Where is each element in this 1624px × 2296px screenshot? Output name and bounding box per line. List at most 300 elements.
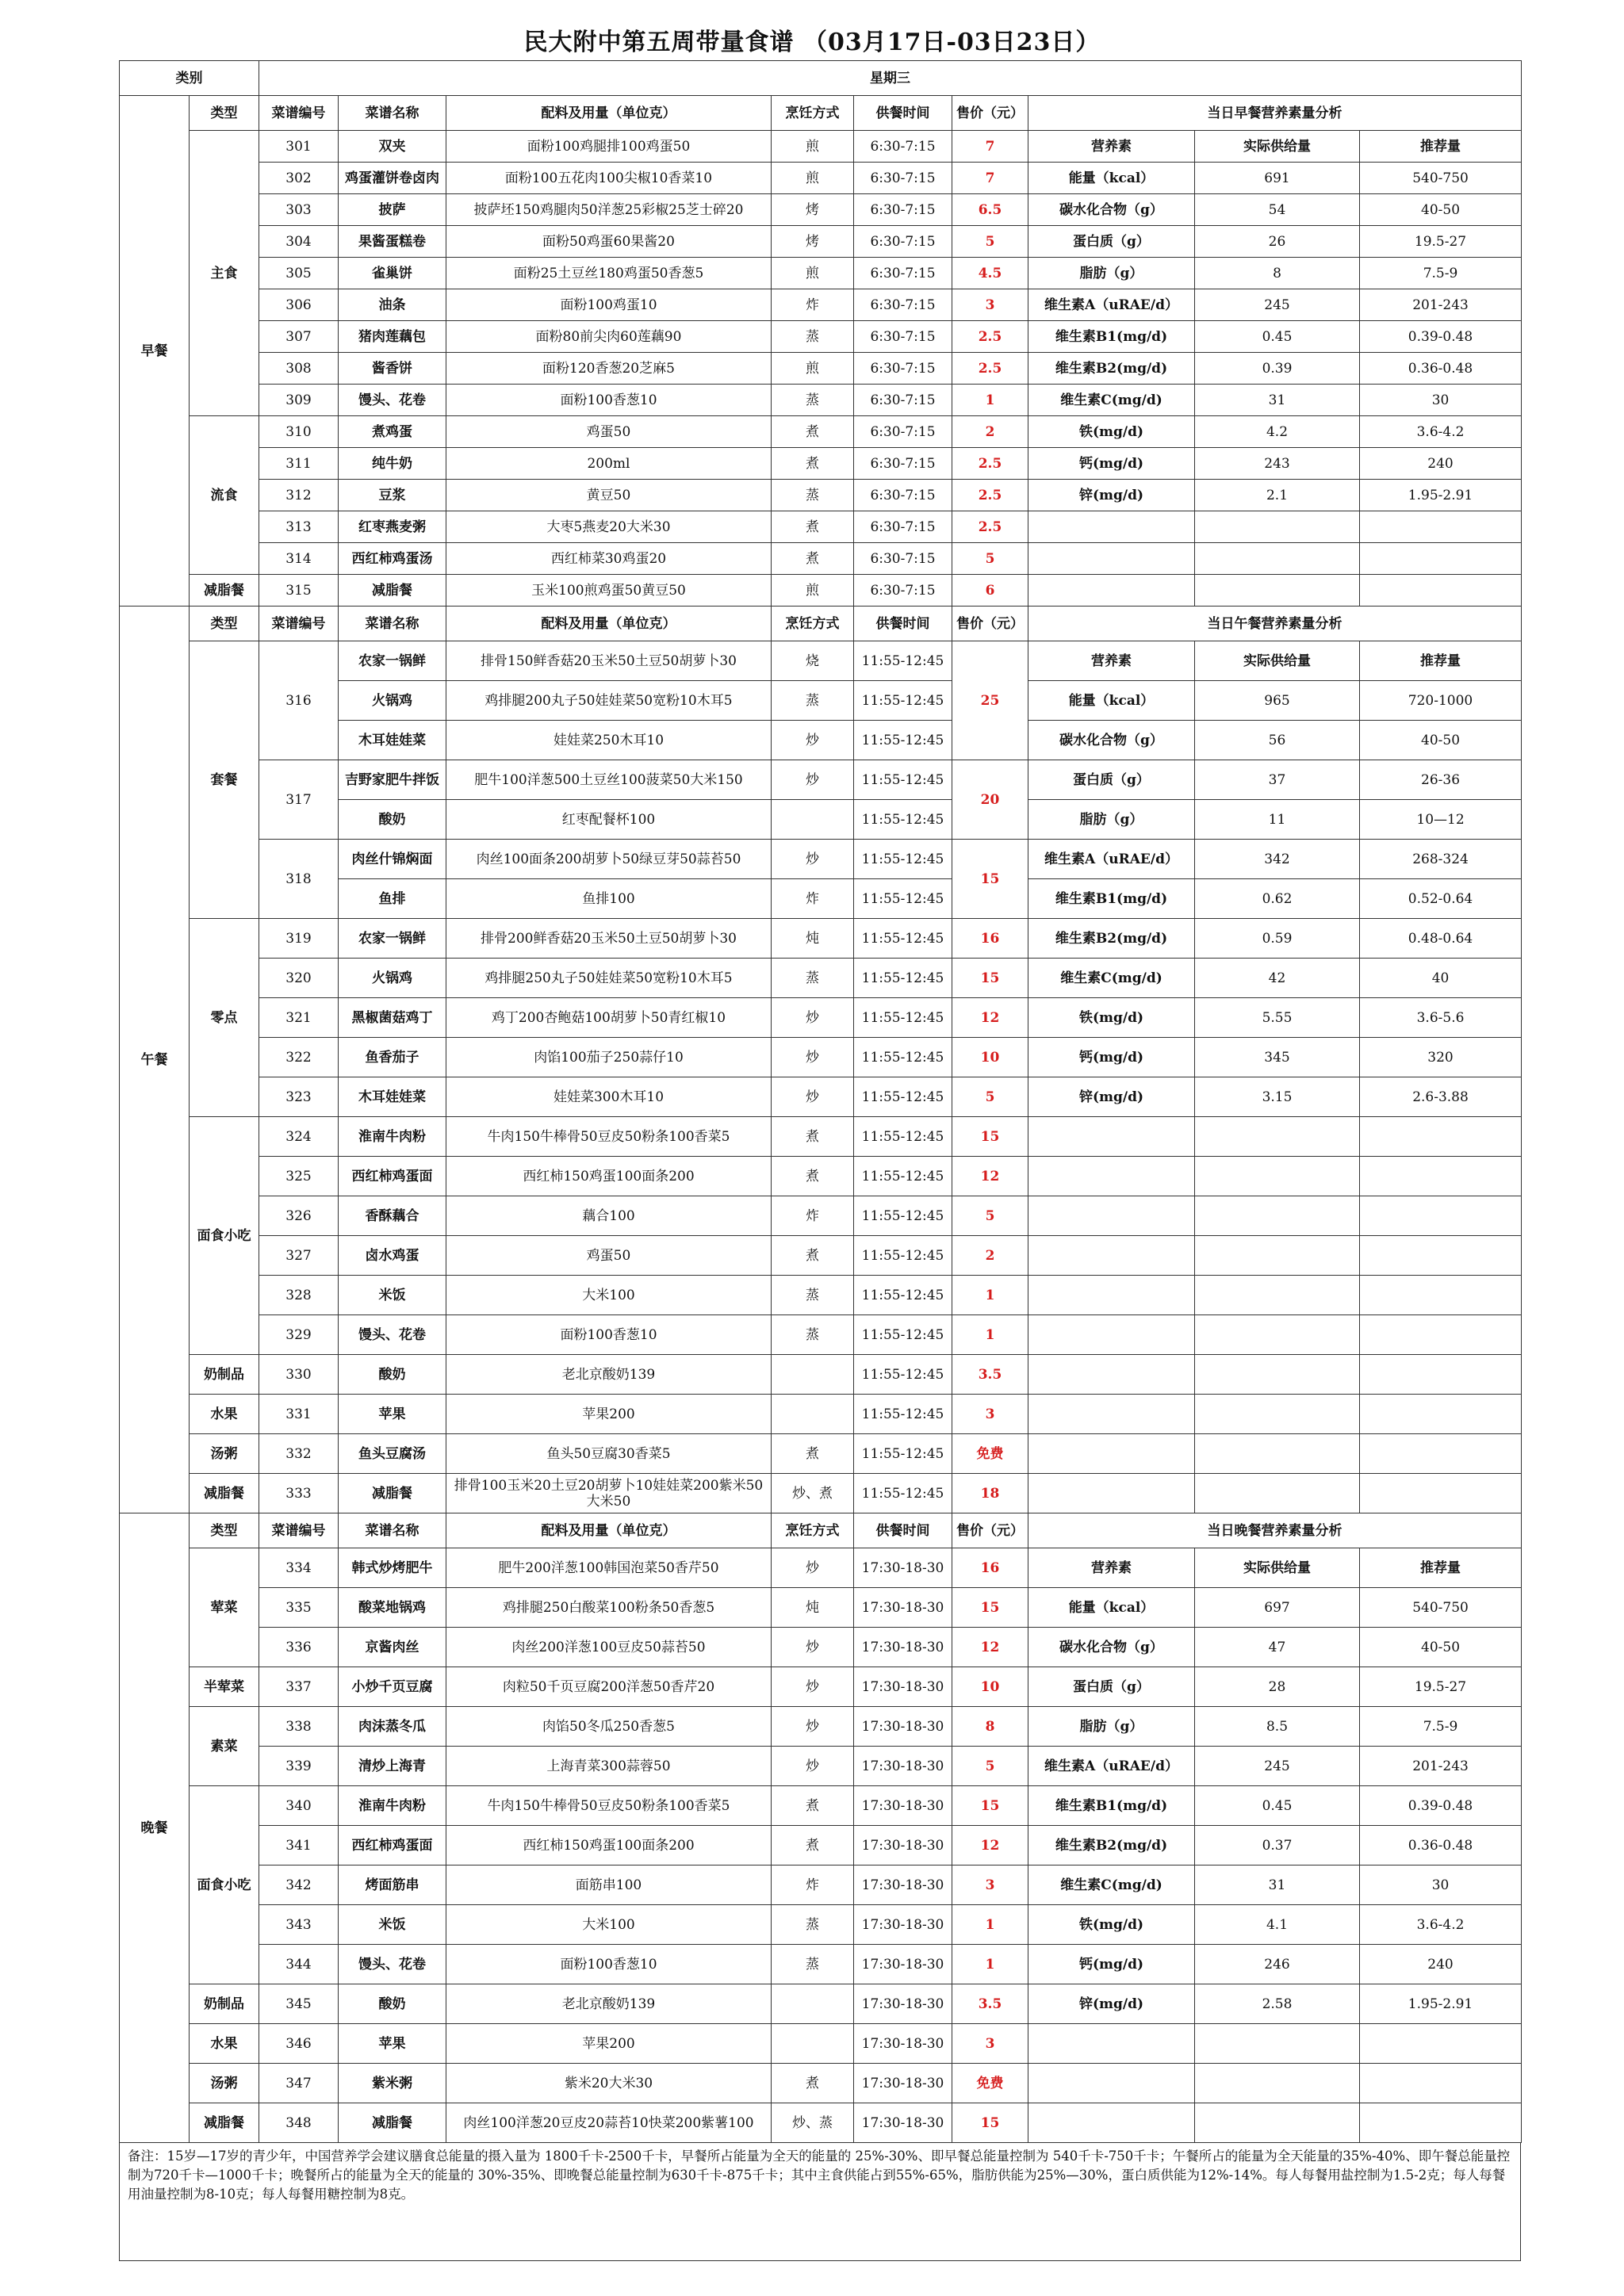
dish-method: 蒸 <box>772 1315 854 1355</box>
table-row <box>120 1905 1522 1945</box>
dish-time: 17:30-18-30 <box>854 1667 952 1707</box>
table-row <box>120 998 1522 1038</box>
dish-time: 6:30-7:15 <box>854 163 952 194</box>
dish-time: 6:30-7:15 <box>854 226 952 258</box>
table-row <box>120 163 1522 194</box>
nutrient-name: 能量（kcal） <box>1028 681 1195 721</box>
nutrient-recommended: 240 <box>1360 448 1522 480</box>
dish-name: 鸡蛋灌饼卷卤肉 <box>339 163 446 194</box>
dish-code: 340 <box>259 1786 339 1826</box>
dish-ingredients: 鸡丁200杏鲍菇100胡萝卜50青红椒10 <box>446 998 772 1038</box>
dish-method: 蒸 <box>772 1945 854 1984</box>
dish-time: 6:30-7:15 <box>854 575 952 607</box>
nutrient-actual: 0.59 <box>1195 919 1360 959</box>
table-row <box>120 480 1522 511</box>
table-row <box>120 194 1522 226</box>
dish-method: 炸 <box>772 1866 854 1905</box>
table-row <box>120 1588 1522 1628</box>
dish-name: 西红柿鸡蛋面 <box>339 1826 446 1866</box>
table-row <box>120 511 1522 543</box>
nutrient-name: 钙(mg/d) <box>1028 448 1195 480</box>
dish-ingredients: 面筋串100 <box>446 1866 772 1905</box>
nutrient-recommended: 26-36 <box>1360 760 1522 800</box>
nutrient-recommended: 0.39-0.48 <box>1360 321 1522 353</box>
empty-cell <box>1195 1196 1360 1236</box>
nutrient-recommended: 40-50 <box>1360 194 1522 226</box>
nutrient-name: 能量（kcal） <box>1028 163 1195 194</box>
empty-cell <box>1360 1117 1522 1157</box>
dish-time: 11:55-12:45 <box>854 721 952 760</box>
nutrient-recommended: 540-750 <box>1360 1588 1522 1628</box>
dish-method: 炖 <box>772 919 854 959</box>
dish-code: 316 <box>259 641 339 760</box>
table-row <box>120 1707 1522 1747</box>
dish-time: 17:30-18-30 <box>854 1548 952 1588</box>
dish-name: 苹果 <box>339 2024 446 2064</box>
dish-price: 10 <box>952 1667 1028 1707</box>
dish-price: 6 <box>952 575 1028 607</box>
dish-code: 309 <box>259 385 339 416</box>
dish-time: 6:30-7:15 <box>854 543 952 575</box>
dish-price: 3 <box>952 1866 1028 1905</box>
table-row <box>120 226 1522 258</box>
dish-name: 猪肉莲藕包 <box>339 321 446 353</box>
col-method: 烹饪方式 <box>772 1513 854 1548</box>
dish-name: 纯牛奶 <box>339 448 446 480</box>
dish-ingredients: 排骨150鲜香菇20玉米50土豆50胡萝卜30 <box>446 641 772 681</box>
empty-cell <box>1195 2024 1360 2064</box>
dish-name: 酸菜地锅鸡 <box>339 1588 446 1628</box>
nutrient-recommended: 40 <box>1360 959 1522 998</box>
meal-label-lunch: 午餐 <box>120 607 190 1513</box>
nutrient-actual: 42 <box>1195 959 1360 998</box>
dish-price: 15 <box>952 1786 1028 1826</box>
dish-time: 11:55-12:45 <box>854 919 952 959</box>
col-ingredients: 配料及用量（单位克） <box>446 1513 772 1548</box>
dish-ingredients: 鸡蛋50 <box>446 416 772 448</box>
nutrient-name: 维生素A（uRAE/d） <box>1028 840 1195 879</box>
nutrient-actual: 245 <box>1195 1747 1360 1786</box>
dish-time: 11:55-12:45 <box>854 840 952 879</box>
dish-ingredients: 老北京酸奶139 <box>446 1984 772 2024</box>
empty-cell <box>1195 1157 1360 1196</box>
dish-time: 17:30-18-30 <box>854 2064 952 2103</box>
dish-code: 318 <box>259 840 339 919</box>
empty-cell <box>1360 1315 1522 1355</box>
menu-table <box>119 60 1522 2143</box>
col-method: 烹饪方式 <box>772 607 854 641</box>
dish-price: 3 <box>952 2024 1028 2064</box>
dish-ingredients: 200ml <box>446 448 772 480</box>
dish-price: 15 <box>952 2103 1028 2143</box>
empty-cell <box>1195 1474 1360 1513</box>
dish-time: 17:30-18-30 <box>854 1588 952 1628</box>
dish-name: 鱼排 <box>339 879 446 919</box>
dish-code: 331 <box>259 1395 339 1434</box>
dish-time: 17:30-18-30 <box>854 2024 952 2064</box>
day-header: 星期三 <box>259 61 1522 96</box>
table-row <box>120 543 1522 575</box>
empty-cell <box>1195 575 1360 607</box>
dish-ingredients: 黄豆50 <box>446 480 772 511</box>
dish-name: 果酱蛋糕卷 <box>339 226 446 258</box>
dish-price: 12 <box>952 1157 1028 1196</box>
dish-price: 5 <box>952 1747 1028 1786</box>
dish-ingredients: 西红柿150鸡蛋100面条200 <box>446 1826 772 1866</box>
dish-method: 炒 <box>772 721 854 760</box>
nutrient-recommended: 240 <box>1360 1945 1522 1984</box>
dish-name: 减脂餐 <box>339 2103 446 2143</box>
group-type: 荤菜 <box>190 1548 259 1667</box>
nutrient-recommended: 推荐量 <box>1360 641 1522 681</box>
dish-name: 京酱肉丝 <box>339 1628 446 1667</box>
dish-name: 酸奶 <box>339 1984 446 2024</box>
nutrient-name: 维生素C(mg/d) <box>1028 959 1195 998</box>
nutrient-name: 碳水化合物（g） <box>1028 721 1195 760</box>
dish-method <box>772 1355 854 1395</box>
nutrient-recommended: 268-324 <box>1360 840 1522 879</box>
nutrient-actual: 31 <box>1195 1866 1360 1905</box>
page-title: 民大附中第五周带量食谱 （03月17日-03日23日） <box>523 29 1101 56</box>
dish-ingredients: 面粉100香葱10 <box>446 1315 772 1355</box>
nutrient-recommended: 10—12 <box>1360 800 1522 840</box>
dish-price: 2.5 <box>952 511 1028 543</box>
dish-name: 米饭 <box>339 1276 446 1315</box>
dish-price: 2 <box>952 416 1028 448</box>
dish-method: 炒 <box>772 1077 854 1117</box>
empty-cell <box>1360 1157 1522 1196</box>
dish-name: 米饭 <box>339 1905 446 1945</box>
dish-code: 308 <box>259 353 339 385</box>
nutrient-actual: 实际供给量 <box>1195 641 1360 681</box>
dish-name: 酸奶 <box>339 1355 446 1395</box>
table-row <box>120 1628 1522 1667</box>
dish-method: 炒、煮 <box>772 1474 854 1513</box>
dish-ingredients: 鸡蛋50 <box>446 1236 772 1276</box>
dish-time: 6:30-7:15 <box>854 480 952 511</box>
dish-price: 5 <box>952 543 1028 575</box>
table-row <box>120 1038 1522 1077</box>
nutrient-name: 维生素A（uRAE/d） <box>1028 289 1195 321</box>
group-type: 奶制品 <box>190 1984 259 2024</box>
dish-code: 339 <box>259 1747 339 1786</box>
group-type: 素菜 <box>190 1707 259 1786</box>
dish-time: 11:55-12:45 <box>854 1236 952 1276</box>
table-row <box>120 1395 1522 1434</box>
nutrient-name: 维生素B2(mg/d) <box>1028 919 1195 959</box>
nutrient-recommended: 2.6-3.88 <box>1360 1077 1522 1117</box>
dish-price: 1 <box>952 1276 1028 1315</box>
dish-method: 炒 <box>772 1628 854 1667</box>
dish-ingredients: 面粉50鸡蛋60果酱20 <box>446 226 772 258</box>
dish-ingredients: 苹果200 <box>446 1395 772 1434</box>
dish-name: 小炒千页豆腐 <box>339 1667 446 1707</box>
dish-method: 煮 <box>772 543 854 575</box>
dish-method: 炒 <box>772 998 854 1038</box>
table-row <box>120 61 1522 96</box>
dish-name: 木耳娃娃菜 <box>339 721 446 760</box>
dish-name: 火锅鸡 <box>339 959 446 998</box>
dish-method <box>772 1984 854 2024</box>
empty-cell <box>1195 1315 1360 1355</box>
dish-price: 2.5 <box>952 353 1028 385</box>
nutrient-name: 营养素 <box>1028 641 1195 681</box>
dish-time: 11:55-12:45 <box>854 681 952 721</box>
table-row <box>120 1786 1522 1826</box>
dish-name: 淮南牛肉粉 <box>339 1117 446 1157</box>
nutrient-name: 维生素B2(mg/d) <box>1028 1826 1195 1866</box>
nutrient-name: 锌(mg/d) <box>1028 1077 1195 1117</box>
dish-code: 323 <box>259 1077 339 1117</box>
nutrient-name: 蛋白质（g） <box>1028 226 1195 258</box>
nutrient-name: 能量（kcal） <box>1028 1588 1195 1628</box>
nutrient-name: 维生素A（uRAE/d） <box>1028 1747 1195 1786</box>
dish-code: 348 <box>259 2103 339 2143</box>
table-row <box>120 2103 1522 2143</box>
nutrient-actual: 2.58 <box>1195 1984 1360 2024</box>
empty-cell <box>1195 1355 1360 1395</box>
dish-code: 311 <box>259 448 339 480</box>
table-row <box>120 1355 1522 1395</box>
group-type: 面食小吃 <box>190 1786 259 1984</box>
empty-cell <box>1360 2024 1522 2064</box>
dish-code: 314 <box>259 543 339 575</box>
dish-price: 6.5 <box>952 194 1028 226</box>
nutrient-actual: 2.1 <box>1195 480 1360 511</box>
dish-time: 11:55-12:45 <box>854 641 952 681</box>
empty-cell <box>1360 1395 1522 1434</box>
dish-method: 蒸 <box>772 321 854 353</box>
nutrient-actual: 实际供给量 <box>1195 1548 1360 1588</box>
dish-ingredients: 西红柿150鸡蛋100面条200 <box>446 1157 772 1196</box>
dish-price: 18 <box>952 1474 1028 1513</box>
dish-method: 炸 <box>772 1196 854 1236</box>
nutrient-recommended: 推荐量 <box>1360 131 1522 163</box>
dish-time: 11:55-12:45 <box>854 760 952 800</box>
dish-name: 木耳娃娃菜 <box>339 1077 446 1117</box>
group-type: 流食 <box>190 416 259 575</box>
table-row <box>120 2024 1522 2064</box>
nutrient-name: 营养素 <box>1028 1548 1195 1588</box>
dish-name: 紫米粥 <box>339 2064 446 2103</box>
dish-method: 煮 <box>772 416 854 448</box>
dish-code: 334 <box>259 1548 339 1588</box>
nutrient-recommended: 7.5-9 <box>1360 258 1522 289</box>
nutrient-actual: 实际供给量 <box>1195 131 1360 163</box>
empty-cell <box>1360 1196 1522 1236</box>
nutrient-recommended: 3.6-4.2 <box>1360 416 1522 448</box>
nutrient-name: 脂肪（g） <box>1028 800 1195 840</box>
dish-name: 减脂餐 <box>339 575 446 607</box>
dish-time: 17:30-18-30 <box>854 1786 952 1826</box>
dish-ingredients: 面粉25土豆丝180鸡蛋50香葱5 <box>446 258 772 289</box>
table-row <box>120 2064 1522 2103</box>
empty-cell <box>1028 1236 1195 1276</box>
dish-method: 炸 <box>772 879 854 919</box>
nutrient-name: 碳水化合物（g） <box>1028 194 1195 226</box>
dish-time: 6:30-7:15 <box>854 194 952 226</box>
dish-code: 327 <box>259 1236 339 1276</box>
table-row <box>120 131 1522 163</box>
dish-time: 11:55-12:45 <box>854 1355 952 1395</box>
col-method: 烹饪方式 <box>772 96 854 131</box>
empty-cell <box>1195 543 1360 575</box>
empty-cell <box>1028 1395 1195 1434</box>
dish-price: 15 <box>952 840 1028 919</box>
dish-ingredients: 红枣配餐杯100 <box>446 800 772 840</box>
group-type: 零点 <box>190 919 259 1117</box>
col-name: 菜谱名称 <box>339 1513 446 1548</box>
empty-cell <box>1028 2103 1195 2143</box>
table-row <box>120 353 1522 385</box>
col-type: 类型 <box>190 1513 259 1548</box>
nutrient-actual: 8.5 <box>1195 1707 1360 1747</box>
nutrient-actual: 5.55 <box>1195 998 1360 1038</box>
nutrient-actual: 965 <box>1195 681 1360 721</box>
dish-code: 337 <box>259 1667 339 1707</box>
nutrient-recommended: 30 <box>1360 385 1522 416</box>
nutrient-name: 锌(mg/d) <box>1028 1984 1195 2024</box>
table-row <box>120 1667 1522 1707</box>
dish-ingredients: 面粉100香葱10 <box>446 385 772 416</box>
table-row <box>120 919 1522 959</box>
dish-code: 320 <box>259 959 339 998</box>
dish-name: 鱼头豆腐汤 <box>339 1434 446 1474</box>
dish-price: 7 <box>952 163 1028 194</box>
dish-code: 302 <box>259 163 339 194</box>
dish-method: 炒 <box>772 1548 854 1588</box>
dish-method: 煮 <box>772 1826 854 1866</box>
col-price: 售价（元） <box>952 1513 1028 1548</box>
empty-cell <box>1028 1474 1195 1513</box>
table-row <box>120 1984 1522 2024</box>
dish-time: 6:30-7:15 <box>854 448 952 480</box>
nutrient-name: 维生素B2(mg/d) <box>1028 353 1195 385</box>
table-row <box>120 1474 1522 1513</box>
nutrient-recommended: 1.95-2.91 <box>1360 480 1522 511</box>
table-row <box>120 1747 1522 1786</box>
table-row <box>120 959 1522 998</box>
group-type: 水果 <box>190 2024 259 2064</box>
table-row <box>120 1866 1522 1905</box>
dish-time: 6:30-7:15 <box>854 385 952 416</box>
dish-method: 蒸 <box>772 959 854 998</box>
dish-ingredients: 披萨坯150鸡腿肉50洋葱25彩椒25芝士碎20 <box>446 194 772 226</box>
dish-code: 342 <box>259 1866 339 1905</box>
table-row <box>120 840 1522 879</box>
nutrient-recommended: 3.6-5.6 <box>1360 998 1522 1038</box>
empty-cell <box>1360 2064 1522 2103</box>
dish-method: 炒 <box>772 1667 854 1707</box>
table-row <box>120 1315 1522 1355</box>
dish-time: 6:30-7:15 <box>854 321 952 353</box>
dish-code: 321 <box>259 998 339 1038</box>
dish-price: 10 <box>952 1038 1028 1077</box>
dish-name: 淮南牛肉粉 <box>339 1786 446 1826</box>
table-row <box>120 321 1522 353</box>
empty-cell <box>1360 575 1522 607</box>
col-price: 售价（元） <box>952 607 1028 641</box>
nutrient-name: 脂肪（g） <box>1028 258 1195 289</box>
dish-code: 304 <box>259 226 339 258</box>
dish-price: 1 <box>952 1945 1028 1984</box>
nutrient-recommended: 0.39-0.48 <box>1360 1786 1522 1826</box>
dish-time: 6:30-7:15 <box>854 511 952 543</box>
empty-cell <box>1360 511 1522 543</box>
table-row <box>120 1196 1522 1236</box>
dish-ingredients: 紫米20大米30 <box>446 2064 772 2103</box>
dish-ingredients: 藕合100 <box>446 1196 772 1236</box>
dish-ingredients: 鱼排100 <box>446 879 772 919</box>
dish-method: 蒸 <box>772 385 854 416</box>
dish-ingredients: 肉馅50冬瓜250香葱5 <box>446 1707 772 1747</box>
dish-name: 肉丝什锦焖面 <box>339 840 446 879</box>
dish-time: 17:30-18-30 <box>854 1707 952 1747</box>
dish-price: 15 <box>952 1117 1028 1157</box>
dish-code: 329 <box>259 1315 339 1355</box>
nutrient-actual: 54 <box>1195 194 1360 226</box>
nutrient-actual: 245 <box>1195 289 1360 321</box>
group-type: 半荤菜 <box>190 1667 259 1707</box>
dish-time: 17:30-18-30 <box>854 1826 952 1866</box>
dish-ingredients: 鱼头50豆腐30香菜5 <box>446 1434 772 1474</box>
group-type: 汤粥 <box>190 1434 259 1474</box>
nutrient-name: 铁(mg/d) <box>1028 1905 1195 1945</box>
analysis-title: 当日早餐营养素量分析 <box>1028 96 1522 131</box>
dish-time: 17:30-18-30 <box>854 1628 952 1667</box>
nutrient-recommended: 推荐量 <box>1360 1548 1522 1588</box>
group-type: 汤粥 <box>190 2064 259 2103</box>
table-row <box>120 641 1522 681</box>
col-code: 菜谱编号 <box>259 1513 339 1548</box>
nutrient-recommended: 0.52-0.64 <box>1360 879 1522 919</box>
nutrient-name: 维生素B1(mg/d) <box>1028 321 1195 353</box>
dish-time: 17:30-18-30 <box>854 1866 952 1905</box>
empty-cell <box>1360 1276 1522 1315</box>
dish-time: 11:55-12:45 <box>854 1038 952 1077</box>
dish-ingredients: 大米100 <box>446 1905 772 1945</box>
col-name: 菜谱名称 <box>339 96 446 131</box>
dish-ingredients: 鸡排腿250丸子50娃娃菜50宽粉10木耳5 <box>446 959 772 998</box>
dish-ingredients: 排骨100玉米20土豆20胡萝卜10娃娃菜200紫米50大米50 <box>446 1474 772 1513</box>
empty-cell <box>1195 1236 1360 1276</box>
dish-method: 煮 <box>772 1786 854 1826</box>
dish-code: 301 <box>259 131 339 163</box>
empty-cell <box>1028 1276 1195 1315</box>
nutrient-actual: 31 <box>1195 385 1360 416</box>
nutrient-name: 蛋白质（g） <box>1028 1667 1195 1707</box>
dish-price: 3.5 <box>952 1984 1028 2024</box>
nutrient-actual: 0.45 <box>1195 321 1360 353</box>
dish-method: 煎 <box>772 575 854 607</box>
empty-cell <box>1195 1395 1360 1434</box>
dish-name: 鱼香茄子 <box>339 1038 446 1077</box>
dish-method: 炒 <box>772 1747 854 1786</box>
nutrient-name: 钙(mg/d) <box>1028 1945 1195 1984</box>
dish-code: 303 <box>259 194 339 226</box>
table-row <box>120 96 1522 131</box>
dish-code: 324 <box>259 1117 339 1157</box>
table-row <box>120 1276 1522 1315</box>
dish-method: 煮 <box>772 1157 854 1196</box>
col-ingredients: 配料及用量（单位克） <box>446 607 772 641</box>
dish-code: 330 <box>259 1355 339 1395</box>
group-type: 面食小吃 <box>190 1117 259 1355</box>
dish-ingredients: 西红柿菜30鸡蛋20 <box>446 543 772 575</box>
dish-ingredients: 肉丝200洋葱100豆皮50蒜苔50 <box>446 1628 772 1667</box>
dish-price: 1 <box>952 385 1028 416</box>
nutrient-actual: 28 <box>1195 1667 1360 1707</box>
